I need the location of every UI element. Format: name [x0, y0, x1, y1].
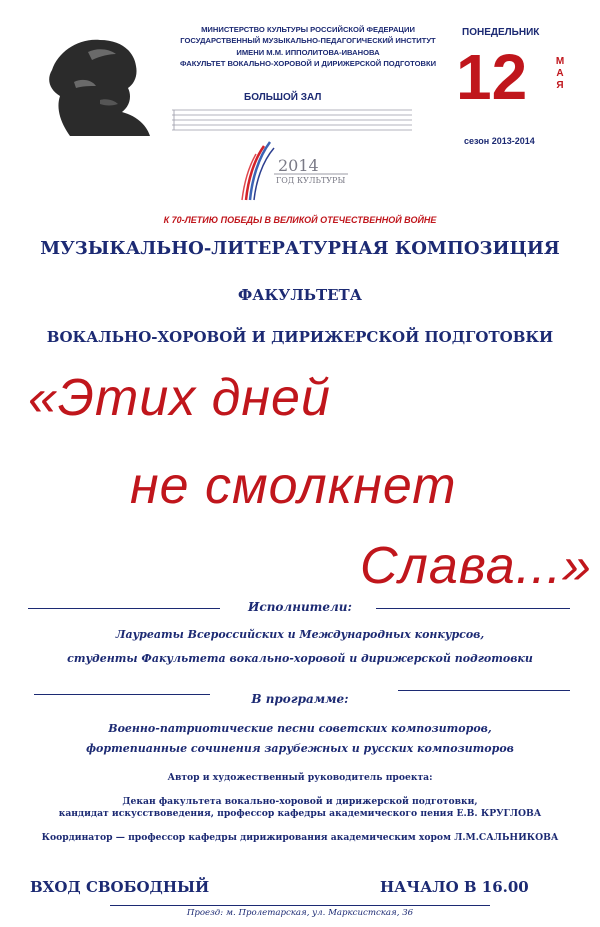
title-line-3: ВОКАЛЬНО-ХОРОВОЙ И ДИРИЖЕРСКОЙ ПОДГОТОВКИ	[46, 328, 554, 346]
credits-line: Координатор — профессор кафедры дирижирования академическим хором Л.М.САЛЬНИКОВА	[41, 832, 559, 843]
title-line-2: ФАКУЛЬТЕТА	[238, 286, 362, 304]
title-line-1: МУЗЫКАЛЬНО-ЛИТЕРАТУРНАЯ КОМПОЗИЦИЯ	[40, 238, 560, 259]
concert-title-line-1: «Этих дней	[28, 369, 331, 427]
composer-portrait	[30, 30, 170, 142]
performers-line: Лауреаты Всероссийских и Международных конкурсов,	[115, 628, 485, 641]
concert-title-line-2: не смолкнет	[130, 457, 457, 515]
month-vertical	[554, 56, 566, 92]
credits-line: Автор и художественный руководитель проекта:	[167, 772, 433, 783]
divider	[398, 690, 570, 691]
month-letter: А	[556, 68, 564, 79]
address: Проезд: м. Пролетарская, ул. Марксистская, 36	[186, 908, 414, 918]
month-letter: М	[555, 56, 565, 67]
institution-block	[168, 24, 448, 70]
month-letter: Я	[556, 80, 564, 91]
institution-line: МИНИСТЕРСТВО КУЛЬТУРЫ РОССИЙСКОЙ ФЕДЕРАЦИИ	[201, 25, 415, 34]
institution-line: ИМЕНИ М.М. ИППОЛИТОВА-ИВАНОВА	[236, 47, 380, 57]
concert-title-line-3: Слава...»	[360, 537, 592, 595]
credits-line: Декан факультета вокально-хоровой и дирижерской подготовки,	[122, 796, 478, 807]
program-line: фортепианные сочинения зарубежных и русских композиторов	[86, 742, 514, 755]
logo-year: 2014	[278, 156, 319, 175]
dedication: К 70-ЛЕТИЮ ПОБЕДЫ В ВЕЛИКОЙ ОТЕЧЕСТВЕННОЙ ВОЙНЕ	[163, 215, 437, 225]
season: сезон 2013-2014	[464, 136, 535, 146]
day-number: 12	[456, 41, 528, 113]
program-line: Военно-патриотические песни советских композиторов,	[108, 722, 492, 735]
weekday: ПОНЕДЕЛЬНИК	[462, 27, 540, 38]
free-entry: ВХОД СВОБОДНЫЙ	[30, 878, 210, 896]
program-heading: В программе:	[251, 692, 349, 706]
start-time: НАЧАЛО В 16.00	[380, 878, 529, 896]
hall-name: БОЛЬШОЙ ЗАЛ	[244, 92, 322, 103]
institution-line: ФАКУЛЬТЕТ ВОКАЛЬНО-ХОРОВОЙ И ДИРИЖЕРСКОЙ ПОДГОТОВКИ	[179, 59, 437, 69]
performers-line: студенты Факультета вокально-хоровой и дирижерской подготовки	[67, 652, 533, 665]
institution-line: ГОСУДАРСТВЕННЫЙ МУЗЫКАЛЬНО-ПЕДАГОГИЧЕСКИЙ ИНСТИТУТ	[180, 36, 436, 46]
divider	[110, 905, 490, 906]
performers-heading: Исполнители:	[248, 600, 352, 614]
logo-caption: ГОД КУЛЬТУРЫ	[276, 176, 346, 185]
credits-line: кандидат искусствоведения, профессор кафедры академического пения Е.В. КРУГЛОВА	[58, 808, 542, 819]
